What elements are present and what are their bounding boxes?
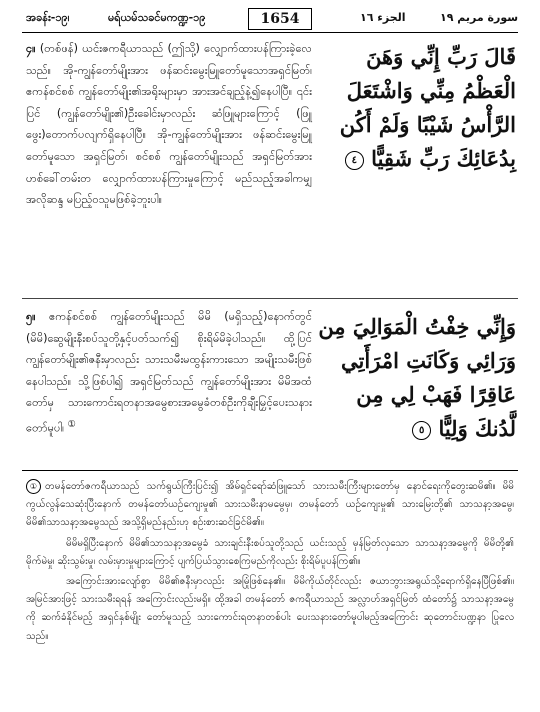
footnote-marker: ①	[26, 479, 41, 494]
footnote-paragraph: မိမိမရှိပြီးနောက် မိမိ၏သာသနာ့အမွေခံ သားချင်းနီးစပ်သူတို့သည် ယင်းသည့် မှန်မြတ်လှသော သာသနာ့အမွေကို မိမိတို့၏ မိုက်မဲမှု၊ ဆိုးသွမ်းမှု၊ လမ်းမှားမှုများကြောင့် ပျက်ပြယ်သွားစေကြမည်ကိုလည်း စိုးရိမ်ပူပန်ကြ၏။	[26, 537, 514, 567]
ayah-number-marker: ٥	[412, 421, 431, 440]
arabic-text: قَالَ رَبِّ إِنِّي وَهَنَ الْعَظْمُ مِنِّي وَاشْتَعَلَ الرَّأْسُ شَيْبًا وَلَمْ أَكُن بِدُعَائِكَ رَبِّ شَقِيًّا	[339, 44, 516, 171]
footnote-section	[26, 478, 514, 648]
surah-title-ar: سورة مريم ١٩	[440, 11, 519, 24]
ayah-number-marker: ٤	[345, 151, 364, 170]
verse-text-mm: (တစ်ဖန်) ယင်း‌ဇကရီယာသည် (ဤသို့) လျှောက်ထားပန်ကြားခဲ့လေသည်။ အို-ကျွန်တော်မျိုးအား ဖန်ဆင်းမွေးမြူတော်မူသောအရှင်မြတ်၊ ဧကန်စင်စစ် ကျွန်တော်မျိုး၏အရိုးများမှာ အားအင်ချည့်နဲ့၍နေပါပြီ။ ၎င်းပြင် (ကျွန်တော်မျိုး၏)ဦးခေါင်းမှာလည်း ဆံဖြူများကြောင့် (ဖြူဖွေး)တောက်ပလျက်ရှိနေပါပြီ။ အို-ကျွန်တော်မျိုးအား ဖန်ဆင်းမွေးမြူတော်မူသော အရှင်မြတ်၊ စင်စစ် ကျွန်တော်မျိုးသည် အရှင်မြတ်အား ဟစ်ခေါ်တမ်းတ လျှောက်ထားပန်ကြားမှုကြောင့် မည်သည့်အခါကမျှ အလိုဆန္ဒ မပြည့်ဝသူမဖြစ်ခဲ့ဘူးပါ။	[26, 42, 313, 207]
verse-divider	[22, 298, 518, 299]
page-header	[22, 8, 518, 30]
verse-translation	[26, 306, 312, 439]
juz-label: الجزء ١٦	[360, 11, 406, 24]
footnote-reference[interactable]: ①	[67, 418, 76, 430]
verse-number: ၄။	[26, 42, 36, 55]
page-number: 1654	[248, 8, 312, 30]
footnote-paragraph: အကြောင်းအားလျော်စွာ မိမိ၏ဇနီးမှာလည်း အမြုံဖြစ်နေ၏။ မိမိကိုယ်တိုင်လည်း ဇယာဘွားအရွယ်သို့ရောက်ရှိနေပြီဖြစ်၏။ အမြင်အားဖြင့် သားသမီးရရန် အကြောင်းလည်းမရှိ။ ထို့အခါ တမန်တော် ဇကရီယာသည် အလ္လာဟ်အရှင်မြတ် ထံတော်၌ သာသနာ့အမွေကို ဆက်ခံနိုင်မည့် အရှင်နှစ်မျိုး တော်မူသည့် သားကောင်းရတနာတစ်ပါး ပေးသနားတော်မူပါမည့်အကြောင်း ဆုတောင်းပဏ္ဍနာ ပြုလေသည်။	[26, 576, 514, 642]
footnote-paragraph: ① တမန်တော်ဇကရီယာသည် သက်ရွယ်ကြီးပြင်း၍ အိမ်ရှင်ရော်ဆံဖြူသော် သားသမီးကြီးများတော်မှ နောင်ရေးကိုတွေးဆမိ၏။ မိမိကွယ်လွန်သေဆုံးပြီးနောက် တမန်တော်ယဉ်ကျေးမှု၏ သားသမီးနာမမွေမှ၊ တမန်တော် ယဉ်ကျေးမှု၏ သားမြေးတို့၏ သာသနာ့အမွေ၊ မိမိ၏သာသနာ့အမွေသည် အသို့ရှိမည်နည်းဟု စဉ်းစားဆင်ခြင်မိ၏။	[26, 481, 514, 529]
verse-arabic	[318, 40, 516, 176]
verse-text-mm: ဧကန်စင်စစ် ကျွန်တော်မျိုးသည် မိမိ (မရှိသည့်)နောက်တွင် (မိမိ)ဆွေမျိုးနီးစပ်သူတို့နှင့်ပတ်သက်၍ စိုးရိမ်မိခဲ့ပါသည်။ ထို့ပြင် ကျွန်တော်မျိုး၏ဇနီးမှာလည်း သားသမီးမထွန်းကားသော အမျိုးသမီးဖြစ်နေပါသည်။ သို့ဖြစ်ပါ၍ အရှင်မြတ်သည် ကျွန်တော်မျိုးအား မိမိအထံတော်မှ သားကောင်းရတနာအမွေစားအမွေခံတစ်ဦးကိုချီးမြှင့်ပေးသနားတော်မူပါ၊	[26, 310, 312, 435]
quran-page	[22, 8, 518, 704]
arabic-text: وَإِنِّي خِفْتُ الْمَوَالِيَ مِن وَرَائِي وَكَانَتِ امْرَأَتِي عَاقِرًا فَهَبْ لِي مِن لَّدُنكَ وَلِيًّا	[318, 314, 516, 441]
footnote-divider	[22, 470, 518, 471]
verse-arabic	[318, 310, 516, 446]
verse-number: ၅။	[26, 310, 36, 323]
verse-translation	[26, 38, 312, 211]
header-divider	[22, 32, 518, 33]
surah-title-mm: မရ်ယမ်သခင်မကဏ္ဍ-၁၉	[108, 11, 206, 24]
chapter-label: အခန်း-၁၉၊	[26, 11, 70, 24]
